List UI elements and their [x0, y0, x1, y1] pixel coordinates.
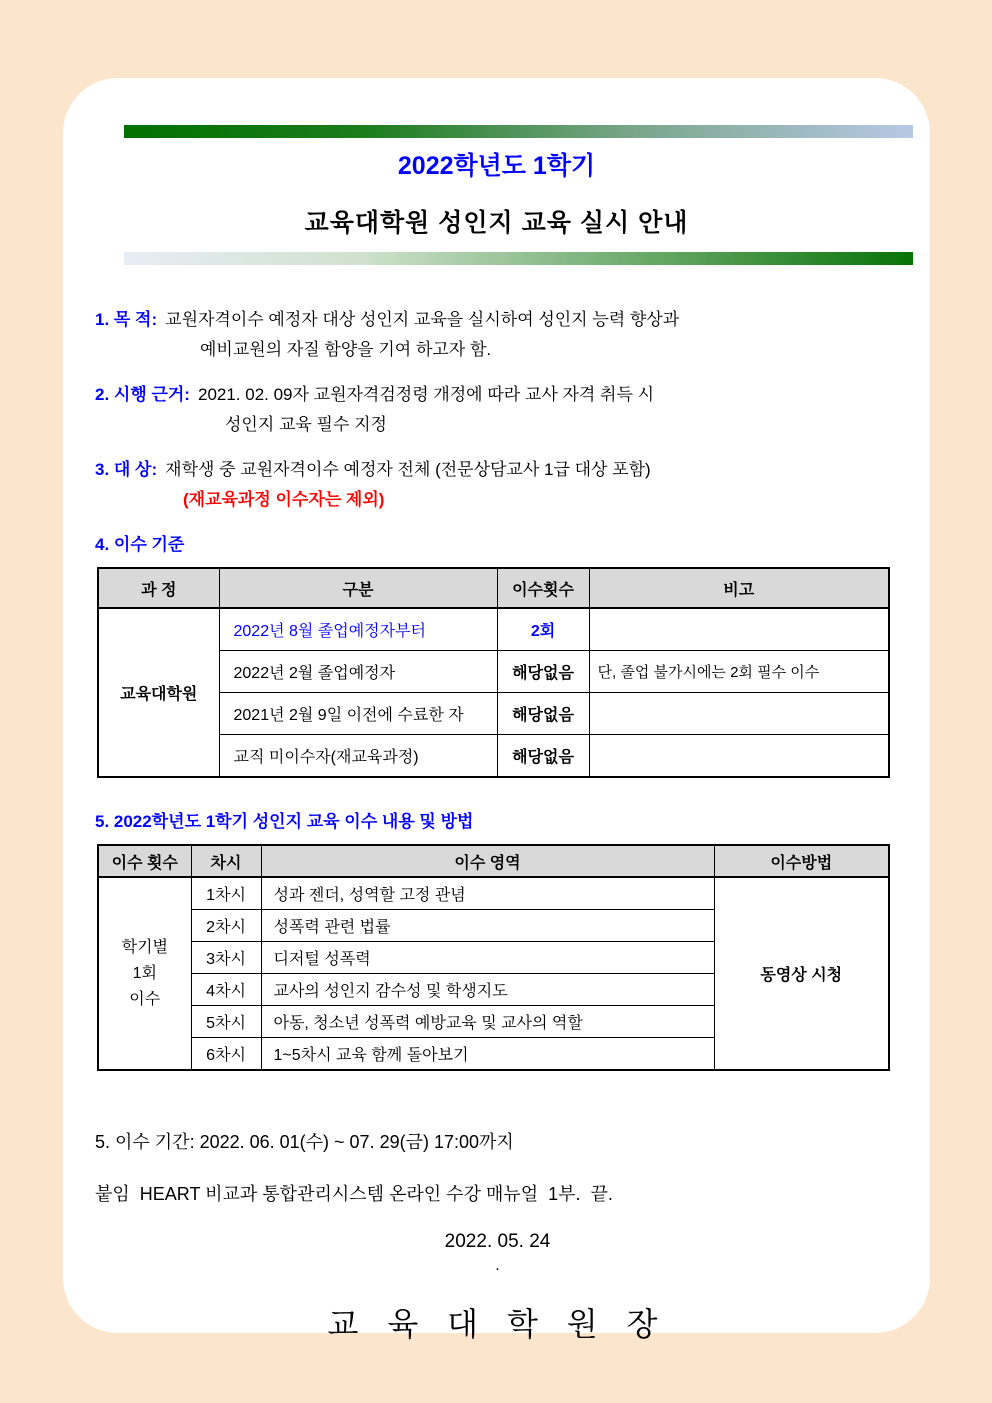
education-content-table — [97, 844, 890, 1071]
column-header-category: 구분 — [219, 568, 497, 608]
document-title-main: 교육대학원 성인지 교육 실시 안내 — [304, 209, 689, 237]
category-cell: 교직 미이수자(재교육과정) — [219, 735, 497, 778]
session-cell: 6차시 — [191, 1038, 261, 1071]
count-cell — [98, 877, 191, 1070]
course-cell: 교육대학원 — [98, 608, 219, 777]
section-target-text: 재학생 중 교원자격이수 예정자 전체 (전문상담교사 1급 대상 포함) — [165, 460, 651, 479]
table-row — [98, 877, 889, 910]
note-cell — [589, 735, 889, 778]
area-cell: 성폭력 관련 법률 — [261, 910, 714, 942]
section-content-heading: 5. 2022학년도 1학기 성인지 교육 이수 내용 및 방법 — [95, 812, 474, 831]
area-cell: 1~5차시 교육 함께 돌아보기 — [261, 1038, 714, 1071]
session-cell: 3차시 — [191, 942, 261, 974]
count-line: 1회 — [132, 964, 157, 982]
method-cell: 동영상 시청 — [714, 877, 889, 1070]
area-cell: 성과 젠더, 성역할 고정 관념 — [261, 877, 714, 910]
section-target-exclusion-note: (재교육과정 이수자는 제외) — [183, 490, 385, 509]
session-cell: 2차시 — [191, 910, 261, 942]
category-cell: 2022년 8월 졸업예정자부터 — [219, 608, 497, 651]
area-cell: 디저털 성폭력 — [261, 942, 714, 974]
column-header-note: 비고 — [589, 568, 889, 608]
section-purpose-label: 1. 목 적: — [95, 310, 158, 329]
note-cell — [589, 693, 889, 735]
section-basis-label: 2. 시행 근거: — [95, 385, 190, 404]
section-criteria-heading: 4. 이수 기준 — [95, 535, 185, 554]
section-basis-text2: 성인지 교육 필수 지정 — [225, 415, 387, 434]
section-basis-text: 2021. 02. 09자 교원자격검정령 개정에 따라 교사 자격 취득 시 — [197, 385, 655, 404]
column-header-count: 이수 횟수 — [98, 845, 191, 877]
category-cell: 2021년 2월 9일 이전에 수료한 자 — [219, 693, 497, 735]
top-gradient-bar — [124, 125, 913, 138]
bottom-gradient-bar — [124, 252, 913, 265]
section-purpose-text: 교원자격이수 예정자 대상 성인지 교육을 실시하여 성인지 능력 향상과 — [165, 310, 680, 329]
dot-mark: . — [495, 1257, 500, 1274]
note-cell: 단, 졸업 불가시에는 2회 필수 이수 — [589, 651, 889, 693]
session-cell: 1차시 — [191, 877, 261, 910]
issue-date: 2022. 05. 24 — [444, 1231, 551, 1252]
column-header-method: 이수방법 — [714, 845, 889, 877]
note-cell — [589, 608, 889, 651]
column-header-course: 과 정 — [98, 568, 219, 608]
count-line: 이수 — [129, 990, 161, 1008]
area-cell: 교사의 성인지 감수성 및 학생지도 — [261, 974, 714, 1006]
session-cell: 5차시 — [191, 1006, 261, 1038]
column-header-area: 이수 영역 — [261, 845, 714, 877]
dean-signature: 교 육 대 학 원 장 — [327, 1306, 668, 1342]
document-body — [63, 305, 930, 1345]
section-purpose — [95, 305, 900, 365]
count-cell: 해당없음 — [497, 651, 589, 693]
completion-criteria-table — [97, 567, 890, 778]
section-purpose-text2: 예비교원의 자질 함양을 기여 하고자 함. — [200, 340, 492, 359]
column-header-count: 이수횟수 — [497, 568, 589, 608]
column-header-session: 차시 — [191, 845, 261, 877]
count-cell: 2회 — [497, 608, 589, 651]
completion-period-line: 5. 이수 기간: 2022. 06. 01(수) ~ 07. 29(금) 17:00까지 — [95, 1132, 514, 1152]
section-target-label: 3. 대 상: — [95, 460, 158, 479]
count-cell: 해당없음 — [497, 693, 589, 735]
section-basis — [95, 380, 900, 440]
table-header-row — [98, 568, 889, 608]
area-cell: 아동, 청소년 성폭력 예방교육 및 교사의 역할 — [261, 1006, 714, 1038]
section-target — [95, 455, 900, 515]
table-header-row — [98, 845, 889, 877]
category-cell: 2022년 2월 졸업예정자 — [219, 651, 497, 693]
count-cell: 해당없음 — [497, 735, 589, 778]
attachment-line: 붙임 HEART 비교과 통합관리시스템 온라인 수강 매뉴얼 1부. 끝. — [95, 1184, 613, 1204]
document-title-semester: 2022학년도 1학기 — [397, 152, 596, 180]
session-cell: 4차시 — [191, 974, 261, 1006]
count-line: 학기별 — [121, 938, 168, 956]
notice-panel — [63, 78, 930, 1342]
table-row — [98, 608, 889, 651]
